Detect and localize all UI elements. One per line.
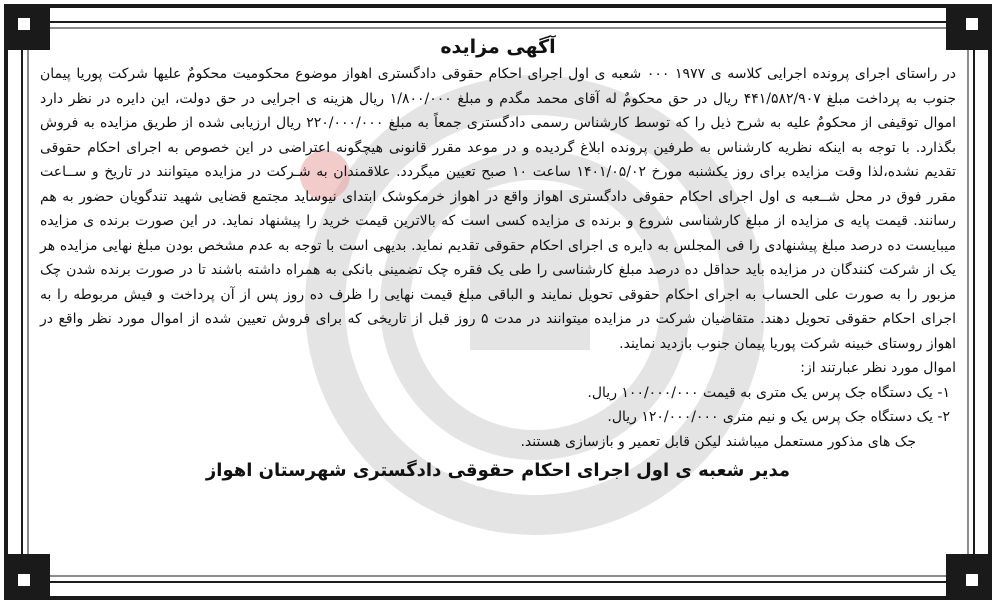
items-heading: اموال مورد نظر عبارتند از: [800,360,956,376]
notice-note: جک های مذکور مستعمل میباشند لیکن قابل تعمیر و بازسازی هستند. [520,433,916,450]
notice-body: در راستای اجرای پرونده اجرایی کلاسه ی ۱۹۷۷ ۰۰۰ شعبه ی اول اجرای احکام حقوقی دادگستری اهواز موضوع محکومیت محکومٌ علیها شرکت پوریا پیمان جنوب به پرداخت مبلغ ۴۴۱/۵۸۲/۹۰۷ ریال در حق محکومٌ له آقای محمد مگدم و مبلغ ۱/۸۰۰/۰۰۰ ریال هزینه ی اجرایی در حق دولت، این دایره در نظر دارد اموال توقیفی از محکومٌ علیه به شرح ذیل را که توسط کارشناس رسمی دادگستری جمعاً به مبلغ ۲۲۰/۰۰۰/۰۰۰ ریال ارزیابی شده از طریق مزایده به فروش بگذارد. با توجه به اینکه نظریه کارشناس به طرفین پرونده ابلاغ گردیده و در موعد مقرر قانونی هیچگونه اعتراضی در این خصوص به اجرای احکام حقوقی تقدیم نشده،لذا وقت مزایده برای روز یکشنبه مورخ ۱۴۰۱/۰۵/۰۲ ساعت ۱۰ صبح تعیین میگردد. علاقمندان به شـرکت در مزایده میتوانند در تاریخ و ســاعت مقرر فوق در محل شــعبه ی اول اجرای احکام حقوقی دادگستری اهواز واقع در اهواز خرمکوشک ابتدای نیوساید مجتمع قضایی شهید تندگویان حضور به هم رسانند. قیمت پایه ی مزایده از مبلغ کارشناسی شروع و برنده ی مزایده کسی است که بالاترین قیمت خرید را پیشنهاد نماید. در این صورت برنده ی مزایده میبایست ده درصد مبلغ پیشنهادی را فی المجلس به دایره ی اجرای احکام حقوقی تقدیم نماید. بدیهی است با توجه به عدم مشخص بودن مبلغ نهایی مزایده هر یک از شرکت کنندگان در مزایده باید حداقل ده درصد مبلغ کارشناسی را طی یک فقره چک تضمینی بانکی به همراه داشته باشند تا در صورت برنده شدن چک مزبور را به صورت علی الحساب به اجرای احکام حقوقی تحویل نمایند و الباقی مبلغ قیمت نهایی را ظرف ده روز پس از آن پرداخت و فیش مربوطه را به اجرای احکام حقوقی تحویل دهند. متقاضیان شرکت در مزایده میتوانند در مدت ۵ روز قبل از تاریخی که برای فروش تعیین شده از اموال مورد نظر واقع در اهواز روستای خبینه شرکت پوریا پیمان جنوب بازدید نمایند. [40,66,957,352]
notice-title: آگهی مزایده [440,36,556,58]
signature-line: مدیر شعبه ی اول اجرای احکام حقوقی دادگستری شهرستان اهواز [205,460,791,481]
notice [40,34,956,574]
list-item: ۲- یک دستگاه جک پرس یک و نیم متری ۱۲۰/۰۰۰/۰۰۰ ریال. [607,409,950,425]
list-item: ۱- یک دستگاه جک پرس یک متری به قیمت ۱۰۰/۰۰۰/۰۰۰ ریال. [587,384,950,401]
